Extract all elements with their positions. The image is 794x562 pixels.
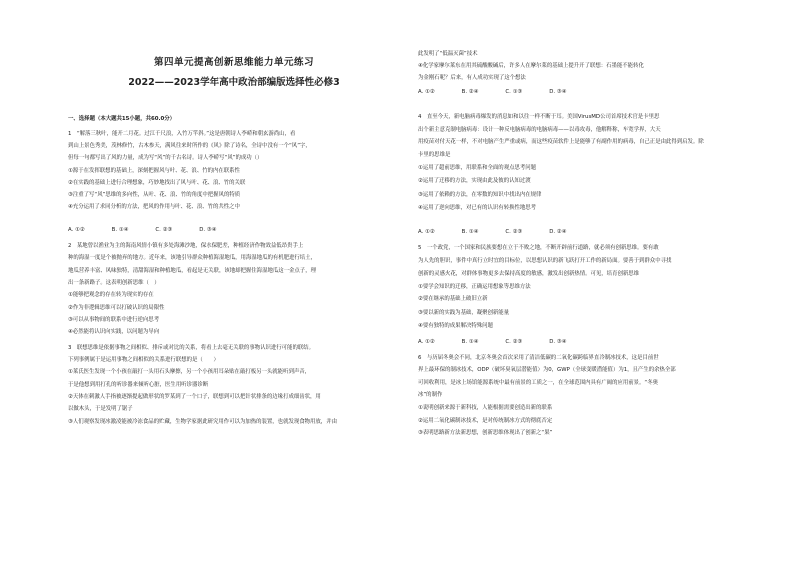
- text-line: 此发明了“低温灭菌”技术: [418, 51, 478, 57]
- text-line: 地瓜营养丰富、风味独特，清甜海湿和种植地瓜，看起是无关联，该地却把握住海湿地瓜这一金点子，理: [68, 268, 316, 274]
- text-line: ④要有独特的成果解决特殊问题: [418, 323, 493, 329]
- text-line: ①能够把观念的存在转为现实的存在: [68, 292, 154, 298]
- text-line: ③人们观察发现冰激凌能被冷冻食品的贮藏，生物学家据此研究用作可以为加热的装置，也就发现食物用放，并由: [68, 419, 337, 425]
- page-subtitle: 2022——2023学年高中政治部编版选择性必修3: [128, 77, 340, 88]
- text-line: ②运用二氧化碳制冰技术，是对传统制冰方式的彻底否定: [418, 418, 553, 424]
- text-line: 1 “解落三秋叶，能开二月花。过江千尺浪，入竹万竿斜。”这是唐朝诗人李峤和朝玄游尚山，看: [68, 131, 296, 137]
- text-line: ③注重了写“风”思维的多向性，从叶、花、浪、竹的角度中把握风的特质: [68, 192, 241, 198]
- text-line: A. ①② B. ①④ C. ②③ D. ②④: [418, 229, 567, 235]
- text-line: 为金刚石呢？后来，有人成功实现了这个想法: [418, 75, 526, 81]
- text-line: 可回收利用，是冰上场馆能源系统中最有前景的工质之一，在全球范围内具有广阔的应用前景。“冬奥: [418, 380, 658, 386]
- text-line: 出个新主意克制电脑病毒：设计一种反电脑病毒的电脑病毒——以毒攻毒，他解释称，车宽学界，大天: [418, 127, 661, 133]
- text-line: 6 与历届冬奥会不同，北京冬奥会首次采用了清洁低碳的二氧化碳跨临界直冷制冰技术，这是目前世: [418, 355, 659, 361]
- text-line: ①要学会知识的迁移，正确运用想象等思维方法: [418, 284, 531, 290]
- text-line: ①说明创新来源于新科技，人能根据需要创造出新的联系: [418, 405, 553, 411]
- text-line: ③要以新的实践为基础，凝聚创新能量: [418, 310, 510, 316]
- text-line: ④充分运用了求同分析的方法，把风的作用与叶、花、浪、竹的共性之中: [68, 204, 240, 210]
- text-line: 一、选择题（本大题共15小题，共60.0分）: [68, 116, 176, 122]
- text-line: 界上最环保的制冰技术，ODP（破坏臭氧层潜能值）为0，GWP（全球变暖潜能值）为1，且产生的余热全部: [418, 367, 676, 373]
- text-line: A. ①② B. ②④ C. ①③ D. ③④: [418, 89, 567, 95]
- text-line: ②天体在刺激人手指被逐渐提起做形状的罗某到了一个口子，联想到可以把针状排条的边缘打成细齿状，用: [68, 394, 321, 400]
- text-line: 出一条新路子。这表明创新思维（ ）: [68, 280, 160, 286]
- text-line: 冰”的制作: [418, 392, 443, 398]
- text-line: 2 某地曾以渔业为主的海南风情小镇有多处海滩沙地，保水保肥差，种植经济作物效益低昂贵手上: [68, 243, 304, 249]
- text-line: ②要在继承的基础上破旧立新: [418, 296, 488, 302]
- page-title: 第四单元提高创新思维能力单元练习: [153, 57, 314, 68]
- text-line: 5 一个政党，一个国家和民族要想在立于不败之地，不断开辟前行道路，就必须有创新思维。要有敢: [418, 245, 659, 251]
- text-line: 种的海湿一度是个被抛弃的地方。近年来，该地引导群众种植海湿地瓜，用海湿地瓜的有机肥进行培土，: [68, 255, 316, 261]
- text-line: 4 直至今天，新电脑病毒爆发的消息如和以往一样不断于耳。美国VirusMD公司首席技术官是卡里思: [418, 114, 660, 120]
- text-line: ③可以从事物间的联系中进行逆向思考: [68, 317, 160, 323]
- text-line: ④运用了逆向思维，对已有的认识有转换性地思考: [418, 205, 537, 211]
- text-line: A. ①② B. ①④ C. ②③ D. ③④: [418, 339, 567, 345]
- text-line: ③运用了依赖的方法，在零数的知识中找出内在规律: [418, 192, 542, 198]
- text-line: 以做木头，于是发明了锯子: [68, 406, 133, 412]
- text-line: 到山上景色秀美，茂林修竹，古木参天，满风往来时所作的《风》除了诗名，全诗中没有一个“风”字，: [68, 143, 311, 149]
- text-line: 卡里的思维是: [418, 152, 451, 158]
- text-line: 创新的灵感火花，对群体事物更多去保持高度的敏感，激发出创新热情。可见，培育创新思维: [418, 271, 640, 277]
- text-line: ①运用了超前思维，用联系和全面的观点思考问题: [418, 165, 537, 171]
- text-line: 3 联想思维是依据事物之间相似、排斥或对比的关系，将看上去毫无关联的事物认识进行可能的联结。: [68, 345, 315, 351]
- text-line: ②作为非逻辑思维可以打破认识的局限性: [68, 305, 165, 311]
- text-line: 但每一句都写出了风的力量，成为写“风”的千古名诗。诗人李峤写“风”的成功（）: [68, 155, 263, 161]
- text-line: 用疫苗对付天花一样，不对电脑产生严重或病，而这些疫苗软件上是能够了有副作用的病毒，自己正是由此得到启发。除: [418, 139, 704, 145]
- text-line: 于是他想到用打孔的听诊器来倾听心脏，医生用听诊器诊断: [68, 382, 209, 388]
- text-line: ②在实践的基础上进行合理想象，巧妙地找出了风与叶、花、浪、竹的关联: [68, 180, 246, 186]
- text-line: A. ①② B. ①④ C. ②③ D. ③④: [68, 227, 217, 233]
- text-line: ①源于在发挥联想的基础上，深刻把握风与叶、花、浪、竹的内在联系性: [68, 168, 240, 174]
- text-line: ②运用了迁移的方法，实现由此及彼的认知过渡: [418, 178, 531, 184]
- text-line: ④必然能将认识向实践，以问题为导向: [68, 329, 160, 335]
- text-line: 下列事例属于是运用事物之间相似的关系进行联想的是（ ）: [68, 357, 219, 363]
- text-line: ③表明思路新方法新思想，创新思维体现出了创新之“果”: [418, 430, 553, 436]
- text-line: ④化学家摩尔莱东在用其硫酸酸碱后，许多人在摩尔莱的基础上提升开了联想：石墨能不能转化: [418, 63, 644, 69]
- text-line: ①莱氏医生发现一个小孩在敲打一头用石头摩擦，另一个小孩用耳朵贴在敲打板另一头就能听到声音，: [68, 369, 311, 375]
- text-line: 为人先的胆识，事件中真行立时宜的目标位，以思想认识的新飞跃打开工作的新局面。要善于到群众中寻找: [418, 258, 672, 264]
